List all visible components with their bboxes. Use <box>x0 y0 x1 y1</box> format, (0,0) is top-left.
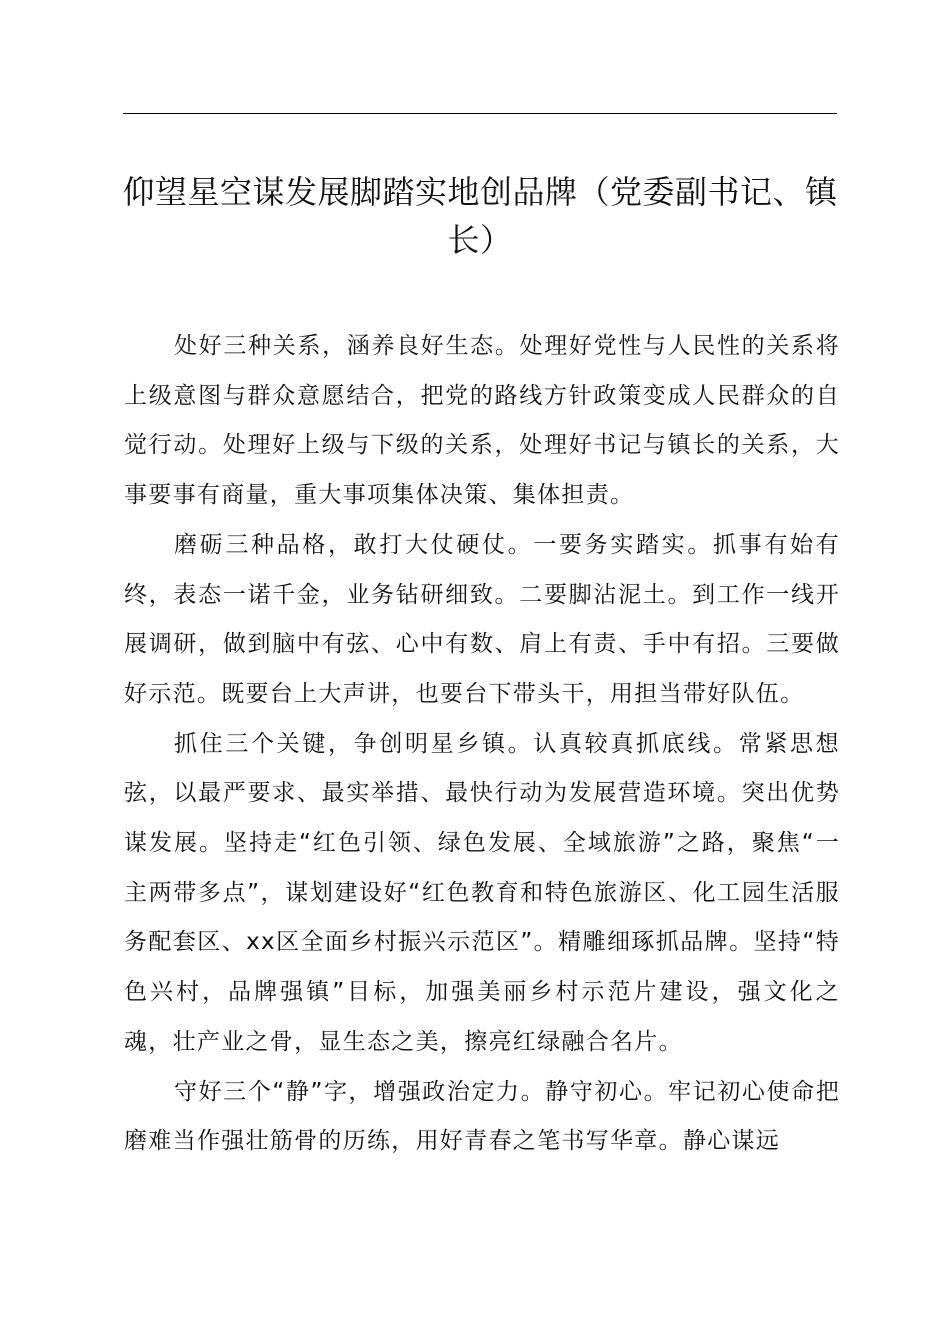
paragraph-political-focus: 守好三个“静”字，增强政治定力。静守初心。牢记初心使命把磨难当作强壮筋骨的历练，用好青春之笔书写华章。静心谋远 <box>124 1078 840 1155</box>
header-rule <box>123 113 837 114</box>
paragraph-key-points: 抓住三个关键，争创明星乡镇。认真较真抓底线。常紧思想弦，以最严要求、最实举措、最快行动为发展营造环境。突出优势谋发展。坚持走“红色引领、绿色发展、全域旅游”之路，聚焦“一主两带多点”，谋划建设好“红色教育和特色旅游区、化工园生活服务配套区、xx区全面乡村振兴示范区”。精雕细琢抓品牌。坚持“特色兴村，品牌强镇”目标，加强美丽乡村示范片建设，强文化之魂，壮产业之骨，显生态之美，擦亮红绿融合名片。 <box>124 730 840 1055</box>
document-body <box>124 322 840 1167</box>
paragraph-relations: 处好三种关系，涵养良好生态。处理好党性与人民性的关系将上级意图与群众意愿结合，把党的路线方针政策变成人民群众的自觉行动。处理好上级与下级的关系，处理好书记与镇长的关系，大事要事有商量，重大事项集体决策、集体担责。 <box>124 333 840 509</box>
paragraph-qualities: 磨砺三种品格，敢打大仗硬仗。一要务实踏实。抓事有始有终，表态一诺千金，业务钻研细致。二要脚沾泥土。到工作一线开展调研，做到脑中有弦、心中有数、肩上有责、手中有招。三要做好示范。既要台上大声讲，也要台下带头干，用担当带好队伍。 <box>124 531 840 707</box>
document-title: 仰望星空谋发展脚踏实地创品牌（党委副书记、镇长） <box>122 173 838 259</box>
